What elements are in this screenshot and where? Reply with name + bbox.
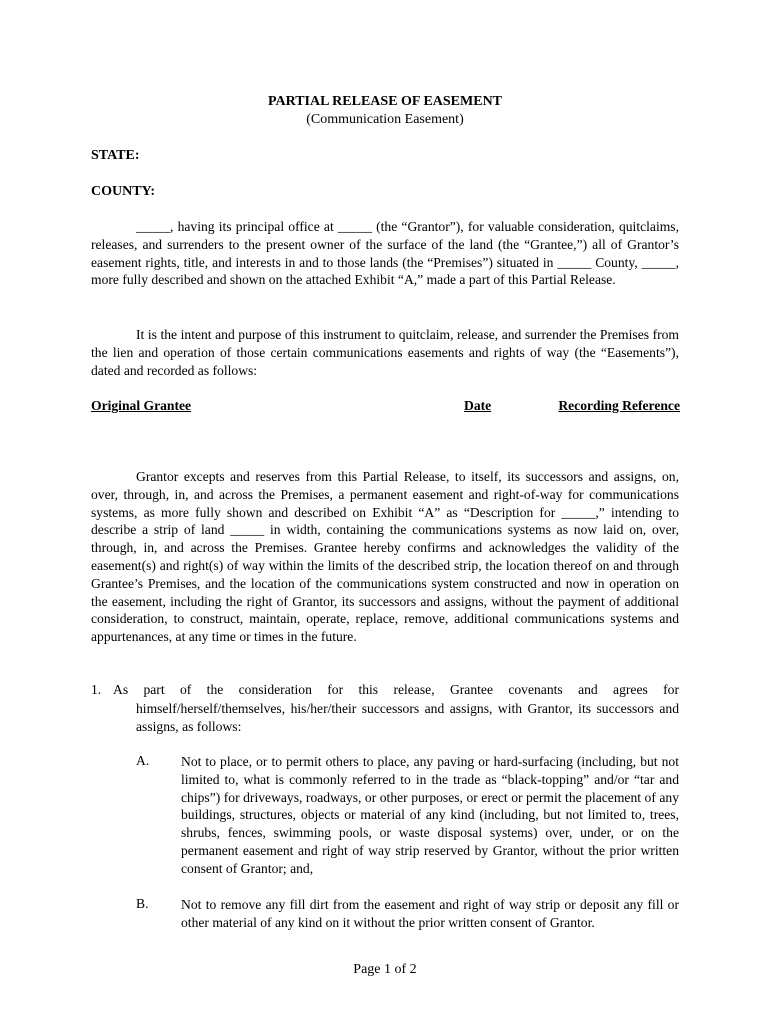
grantor-paragraph: _____, having its principal office at _____ (the “Grantor”), for valuable consideration, quitclaims, releases, and surrenders to the present owner of the surface of the land (the “Grantee,”) all of Grantor’s easement rights, title, and interests in and to those lands (the “Premises”) situated in _____ County, _____, more fully described and shown on the attached Exhibit “A,” made a part of this Partial Release. <box>91 219 679 288</box>
recording-reference-header: Recording Reference <box>558 398 680 413</box>
easement-table-header <box>91 398 680 416</box>
page-number: Page 1 of 2 <box>353 962 417 977</box>
item-a-text: Not to place, or to permit others to place, any paving or hard-surfacing (including, but not limited to, what is commonly referred to in the trade as “black-topping” and/or “tar and chips”) for driveways, roadways, or other purposes, or erect or permit the placement of any buildings, structures, objects or material of any kind (including, but not limited to, trees, shrubs, fences, swimming pools, or waste disposal systems) over, under, or on the permanent easement and right of way strip reserved by Grantor, without the prior written consent of Grantor; and, <box>181 754 679 876</box>
county-label: COUNTY: <box>91 184 156 199</box>
item-b-text: Not to remove any fill dirt from the easement and right of way strip or deposit any fill or other material of any kind on it without the prior written consent of Grantor. <box>181 897 679 930</box>
item-b-letter: B. <box>136 896 149 911</box>
date-header: Date <box>464 398 492 413</box>
item-1-text: himself/herself/themselves, his/her/their successors and assigns, with Grantor, its successors and assigns, as follows: <box>136 701 679 734</box>
item-1-number: 1. <box>91 682 102 697</box>
original-grantee-header: Original Grantee <box>91 398 192 413</box>
intent-paragraph: It is the intent and purpose of this instrument to quitclaim, release, and surrender the Premises from the lien and operation of those certain communications easements and rights of way (the “Easements”), dated and recorded as follows: <box>91 327 679 378</box>
document-subtitle: (Communication Easement) <box>306 112 464 127</box>
item-1-first-line: As part of the consideration for this release, Grantee covenants and agrees for <box>113 682 679 697</box>
document-title: PARTIAL RELEASE OF EASEMENT <box>267 94 503 109</box>
state-label: STATE: <box>91 148 140 163</box>
exception-paragraph: Grantor excepts and reserves from this Partial Release, to itself, its successors and assigns, on, over, through, in, and across the Premises, a permanent easement and right-of-way for communications systems, as more fully shown and described on Exhibit “A” as “Description for _____,” intending to describe a strip of land _____ in width, containing the communications systems as now laid on, over, through, in, and across the Premises. Grantee hereby confirms and acknowledges the validity of the easement(s) and right(s) of way within the limits of the described strip, the location thereof on and through Grantee’s Premises, and the location of the communications system constructed and now in operation on the easement, including the right of Grantor, its successors and assigns, without the payment of additional consideration, to construct, maintain, operate, replace, remove, additional communications systems and appurtenances, at any time or times in the future. <box>91 469 679 645</box>
item-a-letter: A. <box>136 753 150 768</box>
